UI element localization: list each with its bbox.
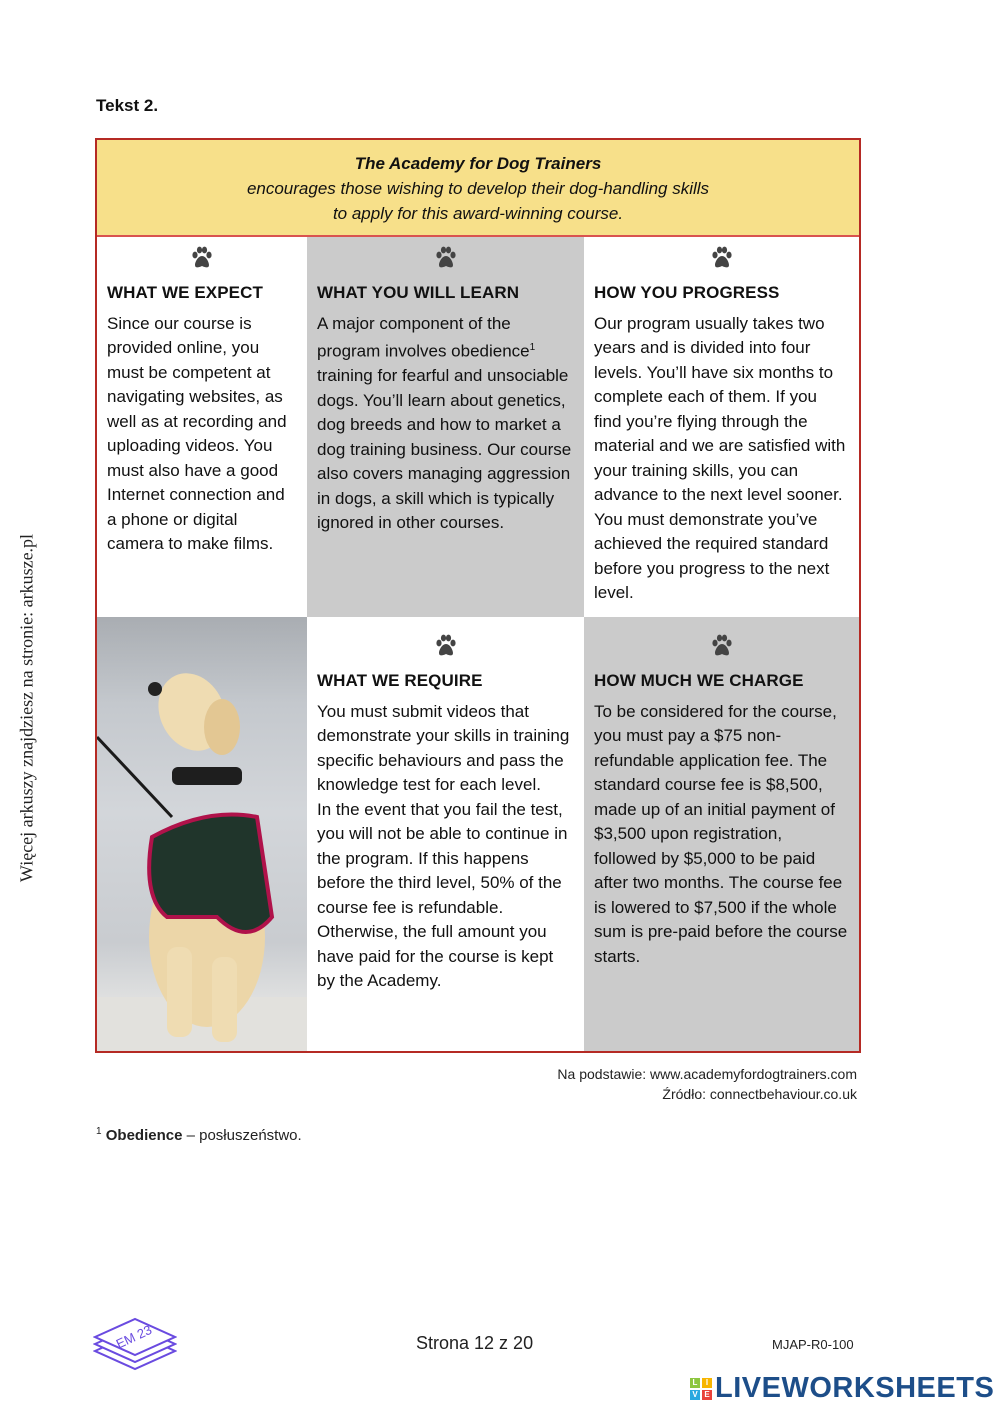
paw-icon — [433, 633, 459, 659]
section-what-you-will-learn — [307, 237, 584, 617]
side-note: Więcej arkuszy znajdziesz na stronie: arkusze.pl — [16, 533, 37, 883]
footnote-definition: – posłuszeństwo. — [182, 1127, 302, 1144]
section-heading: WHAT WE REQUIRE — [317, 671, 483, 690]
paw-icon — [709, 633, 735, 659]
section-text: Since our course is provided online, you must be competent at navigating websites, as well as at recording and uploading videos. You must also have a good Internet connection and a phone or digital camera to make films. — [107, 313, 287, 553]
document-code: MJAP-R0-100 — [772, 1337, 854, 1352]
header-line-1: encourages those wishing to develop their dog-handling skills — [246, 179, 710, 198]
section-heading: HOW MUCH WE CHARGE — [594, 671, 804, 690]
paw-icon — [433, 245, 459, 271]
footnote-term: Obedience — [105, 1127, 183, 1144]
section-text: You must submit videos that demonstrate your skills in training specific behaviours and pass the knowledge test for each level. — [317, 701, 570, 794]
icon-letter: V — [690, 1390, 700, 1400]
section-text-2: In the event that you fail the test, you will not be able to continue in the program. If this happens before the third level, 50% of the course fee is refundable. Otherwise, the full amount you have paid for the course is kept by the Academy. — [317, 799, 568, 990]
page-number: Strona 12 z 20 — [416, 1333, 534, 1353]
section-text: To be considered for the course, you must pay a $75 non-refundable application fee. The standard course fee is $8,500, made up of an initial payment of $3,500 upon registration, followed by $5,000 to be paid after two months. The course fee is lowered to $7,500 if the whole sum is pre-paid before the course starts. — [594, 701, 848, 966]
source-citation — [557, 1064, 857, 1104]
text-part: training for fearful and unsociable dogs. You’ll learn about genetics, dog breeds and how to market a dog training business. Our course also covers managing aggression in dogs, a skill which is typically ignored in other courses. — [317, 366, 572, 533]
icon-letter: L — [690, 1378, 700, 1388]
section-what-we-require — [307, 617, 584, 1051]
dog-illustration — [97, 617, 307, 1051]
text-part: A major component of the program involves obedience — [317, 313, 530, 361]
footnote-number: 1 — [96, 1126, 102, 1137]
paw-icon — [189, 245, 215, 271]
section-heading: WHAT WE EXPECT — [107, 283, 263, 302]
section-what-we-expect — [97, 237, 307, 617]
icon-letter: I — [702, 1378, 712, 1388]
section-heading: WHAT YOU WILL LEARN — [317, 283, 520, 302]
info-box — [95, 138, 861, 1053]
source-line-2: Źródło: connectbehaviour.co.uk — [662, 1086, 857, 1102]
paw-icon — [709, 245, 735, 271]
footnote-ref: 1 — [529, 342, 536, 353]
box-header — [97, 140, 859, 237]
header-title: The Academy for Dog Trainers — [354, 154, 602, 173]
section-how-you-progress — [584, 237, 859, 617]
footnote — [96, 1126, 302, 1144]
source-line-1: Na podstawie: www.academyfordogtrainers.com — [557, 1066, 857, 1082]
section-how-much-we-charge — [584, 617, 859, 1051]
em-logo-icon — [93, 1311, 177, 1371]
header-line-2: to apply for this award-winning course. — [332, 204, 624, 223]
icon-letter: E — [702, 1390, 712, 1400]
section-text — [317, 312, 574, 536]
section-text: Our program usually takes two years and is divided into four levels. You’ll have six months to complete each of them. If you find you’re flying through the material and we are satisfied with your training skills, you can advance to the next level sooner. You must demonstrate you’ve achieved the required standard before you progress to the next level. — [594, 313, 846, 602]
liveworksheets-icon — [690, 1378, 712, 1400]
brand-name: LIVEWORKSHEETS — [715, 1372, 995, 1404]
section-label: Tekst 2. — [96, 96, 159, 115]
svg-text:EM 23: EM 23 — [113, 1321, 155, 1352]
dog-photo — [97, 617, 307, 1051]
liveworksheets-logo — [690, 1372, 994, 1405]
section-heading: HOW YOU PROGRESS — [594, 283, 780, 302]
